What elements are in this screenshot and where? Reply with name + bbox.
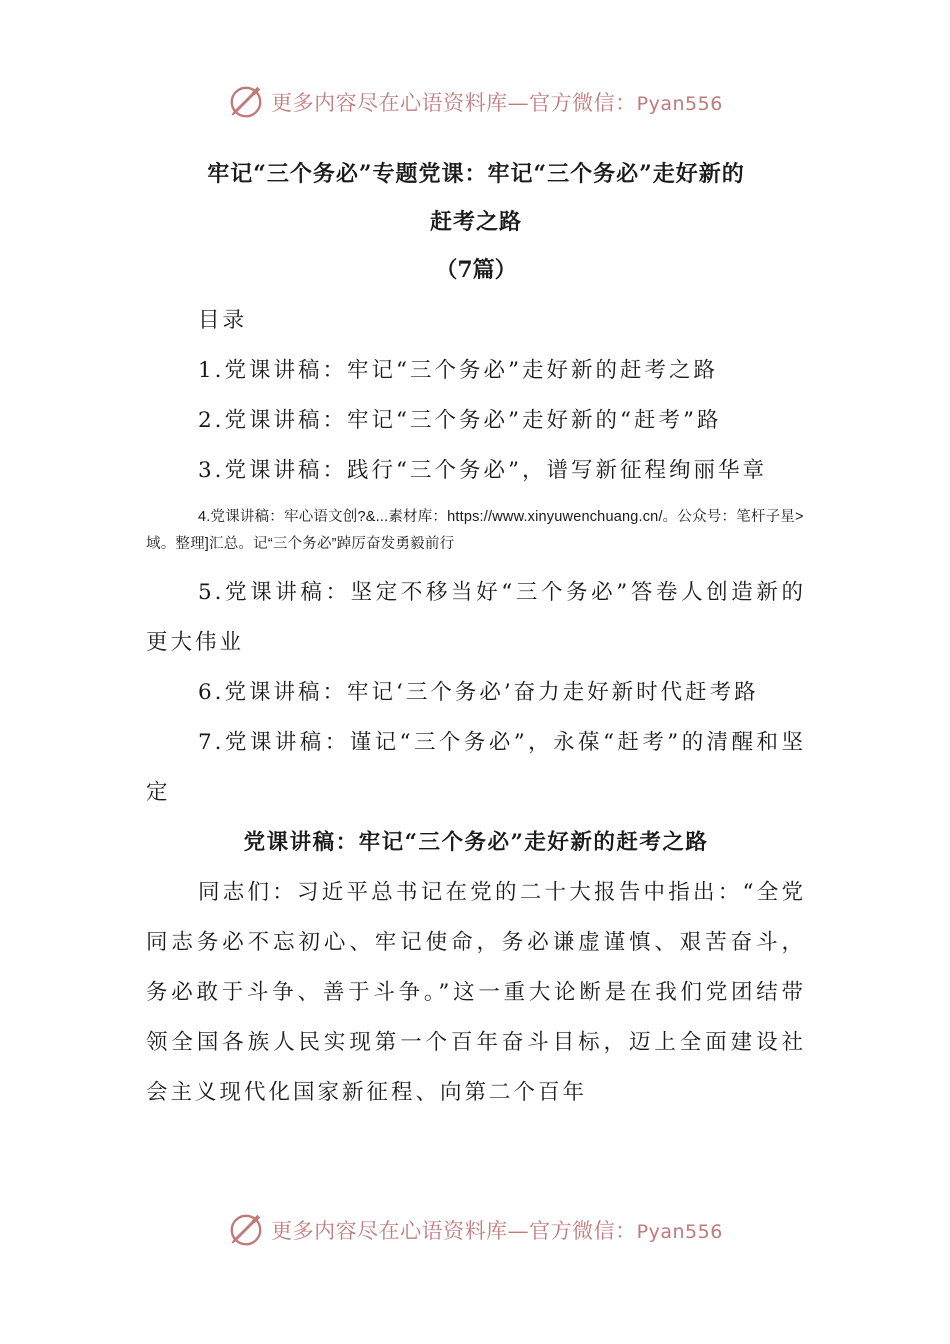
pen-circle-icon	[227, 83, 265, 121]
footer-watermark	[0, 1208, 950, 1252]
toc-item-6: 6.党课讲稿：牢记‘三个务必’奋力走好新时代赶考路	[198, 680, 759, 705]
pen-circle-icon	[227, 1211, 265, 1249]
section-heading: 党课讲稿：牢记“三个务必”走好新的赶考之路	[243, 830, 709, 855]
document-body	[146, 150, 806, 1118]
toc-item-1: 1.党课讲稿：牢记“三个务必”走好新的赶考之路	[198, 358, 718, 383]
document-title-count: （7篇）	[435, 257, 517, 283]
toc-heading: 目录	[198, 308, 248, 333]
watermark-text	[271, 87, 723, 117]
document-title-line1: 牢记“三个务必”专题党课：牢记“三个务必”走好新的	[207, 161, 745, 187]
watermark-id: Pyan556	[636, 1221, 723, 1243]
toc-item-5: 5.党课讲稿：坚定不移当好“三个务必”答卷人创造新的更大伟业	[146, 580, 806, 655]
watermark-main-text: 更多内容尽在心语资料库	[271, 91, 508, 115]
watermark-label: 官方微信：	[529, 1219, 637, 1243]
watermark-dash: —	[507, 91, 530, 115]
document-title-line2: 赶考之路	[429, 209, 522, 235]
watermark-main-text: 更多内容尽在心语资料库	[271, 1219, 508, 1243]
toc-item-2: 2.党课讲稿：牢记“三个务必”走好新的“赶考”路	[198, 408, 722, 433]
header-watermark	[0, 80, 950, 124]
toc-item-3: 3.党课讲稿：践行“三个务必”，谱写新征程绚丽华章	[198, 458, 767, 483]
watermark-label: 官方微信：	[529, 91, 637, 115]
toc-item-7: 7.党课讲稿：谨记“三个务必”，永葆“赶考”的清醒和坚定	[146, 730, 806, 805]
watermark-text	[271, 1215, 723, 1245]
body-paragraph: 同志们：习近平总书记在党的二十大报告中指出：“全党同志务必不忘初心、牢记使命，务必谦虚谨慎、艰苦奋斗，务必敢于斗争、善于斗争。”这一重大论断是在我们党团结带领全国各族人民实现第一个百年奋斗目标，迈上全面建设社会主义现代化国家新征程、向第二个百年	[146, 880, 806, 1105]
watermark-dash: —	[507, 1219, 530, 1243]
watermark-id: Pyan556	[636, 93, 723, 115]
toc-item-4: 4.党课讲稿：牢心语文创?&...素材库：https://www.xinyuwenchuang.cn/。公众号：笔杆子星>域。整理]汇总。记“三个务必”踔厉奋发勇毅前行	[146, 509, 804, 552]
